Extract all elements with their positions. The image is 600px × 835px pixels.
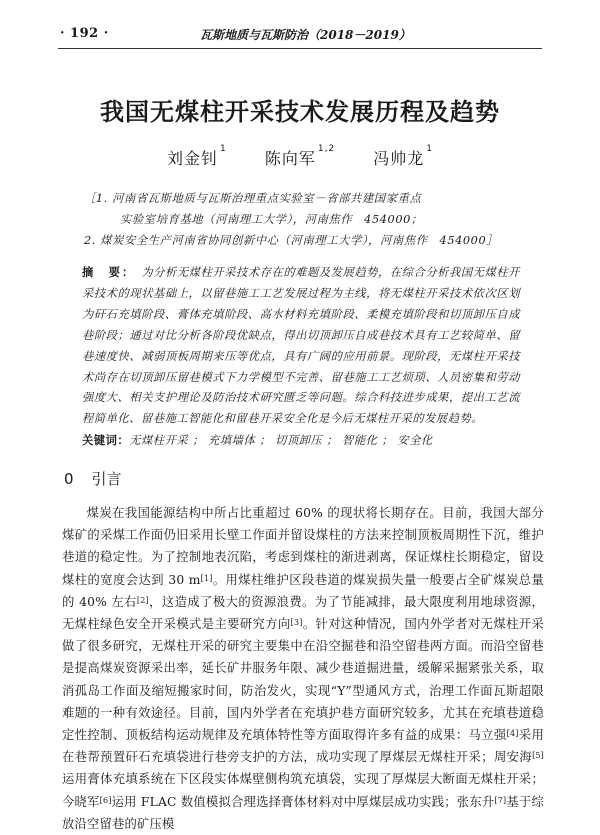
keyword: 智能化 (342, 434, 378, 447)
author: 刘金钊 $^1$ (166, 144, 227, 168)
citation: [4] (506, 729, 519, 739)
journal-title: 瓦斯地质与瓦斯防治（2018－2019） (200, 28, 411, 42)
affiliation-line: 2. 煤炭安全生产河南省协同创新中心（河南理工大学），河南焦作 454000］ (84, 234, 499, 247)
abstract (82, 262, 520, 430)
section-title: 引言 (91, 470, 122, 488)
citation: [1] (200, 573, 213, 583)
keywords-label: 关键词： (82, 433, 130, 447)
keywords: 关键词：无煤柱开采 ； 充填墙体 ； 切顶卸压 ； 智能化 ； 安全化 (82, 433, 433, 447)
author-list (0, 146, 600, 169)
abstract-text: 为分析无煤柱开采技术存在的难题及发展趋势，在综合分析我国无煤柱开采技术的现状基础上，以留巷施工工艺发展过程为主线，将无煤柱开采技术依次区划为矸石充填阶段、膏体充填阶段、高水材料充填阶段、柔模充填阶段和切顶卸压自成巷阶段；通过对比分析各阶段优缺点，得出切顶卸压自成巷技术具有工艺较简单、留巷速度快、减弱顶板周期来压等优点，具有广阔的应用前景。现阶段，无煤柱开采技术尚存在切顶卸压留巷模式下力学模型不完善、留巷施工工艺烦琐、人员密集和劳动强度大、相关支护理论及防治技术研究匮乏等问题。综合科技进步成果，提出工艺流程简单化、留巷施工智能化和留巷开采安全化是今后无煤柱开采的发展趋势。 (82, 266, 520, 426)
keyword: 无煤柱开采 (129, 434, 189, 447)
citation: [6] (99, 795, 112, 805)
abstract-label: 摘 要： (82, 265, 136, 279)
section-heading (64, 468, 122, 489)
body-text (62, 502, 544, 835)
citation: [5] (532, 751, 544, 761)
affiliation-line: ［1. 河南省瓦斯地质与瓦斯治理重点实验室－省部共建国家重点 (84, 192, 422, 205)
keyword: 充填墙体 (208, 434, 256, 447)
citation: [2] (136, 595, 149, 605)
section-number: 0 (64, 470, 74, 488)
author: 陈向军 $^{1,2}$ (264, 144, 336, 168)
body-paragraph: 煤炭在我国能源结构中所占比重超过 60% 的现状将长期存在。目前，我国大部分煤矿的采煤工作面仍旧采用长壁工作面并留设煤柱的方法来控制顶板周期性下沉，维护巷道的稳定性。为了控制地表沉陷，考虑到煤柱的渐进剥离，保证煤柱长期稳定，留设煤柱的宽度会达到 30 m[1]。用煤柱维护区段巷道的煤炭损失量一般要占全矿煤炭总量的 40% 左右[2]，这造成了极大的资源浪费。为了节能减排，最大限度利用地球资源，无煤柱绿色安全开采模式是主要研究方向[3]。针对这种情况，国内外学者对无煤柱开采做了很多研究，无煤柱开采的研究主要集中在沿空掘巷和沿空留巷两方面。而沿空留巷是提高煤炭资源采出率，延长矿井服务年限、减少巷道掘进量，缓解采掘紧张关系，取消孤岛工作面及缩短搬家时间，防治发火，实现“Y”型通风方式，治理工作面瓦斯超限难题的一种有效途径。目前，国内外学者在充填护巷方面研究较多，尤其在充填巷道稳定性控制、顶板结构运动规律及充填体特性等方面取得许多有益的成果：马立强[4]采用在巷帮预置矸石充填袋进行巷旁支护的方法，成功实现了厚煤层无煤柱开采；周安海[5]运用膏体充填系统在下区段实体煤壁侧构筑充填袋，实现了厚煤层大断面无煤柱开采；今晓军[6]运用 FLAC 数值模拟合理选择膏体材料对中厚煤层成功实践；张东升[7]基于综放沿空留巷的矿压模 (62, 506, 545, 831)
running-head (0, 26, 600, 48)
citation: [7] (494, 795, 507, 805)
page-number: · 192 · (60, 26, 109, 41)
author: 冯帅龙 $^1$ (373, 144, 434, 168)
citation: [3] (290, 618, 303, 628)
header-rule (58, 48, 542, 49)
affiliation-line: 实验室培育基地（河南理工大学），河南焦作 454000； (120, 213, 423, 226)
keyword: 切顶卸压 (275, 434, 323, 447)
paper-title: 我国无煤柱开采技术发展历程及趋势 (100, 98, 500, 126)
affiliations (84, 188, 534, 251)
keyword: 安全化 (397, 434, 433, 447)
